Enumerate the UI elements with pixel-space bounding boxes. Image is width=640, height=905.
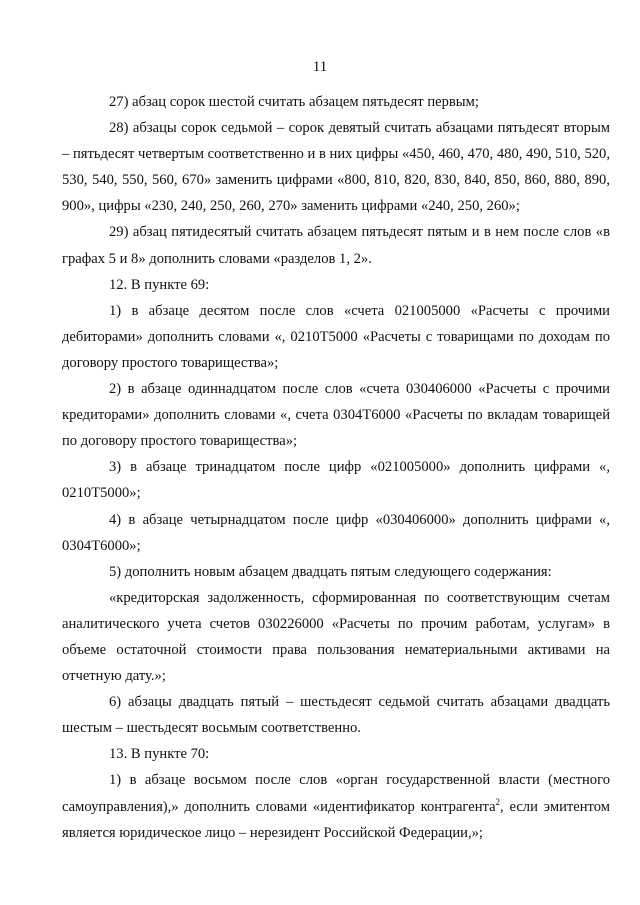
- paragraph-12-1: 1) в абзаце десятом после слов «счета 021005000 «Расчеты с прочими дебиторами» дополнить словами «, 0210Т5000 «Расчеты с товарищами по доходам по договору простого товарищества»;: [62, 302, 610, 371]
- section-heading-13: 13. В пункте 70:: [109, 746, 210, 763]
- footnote-reference: 2: [495, 796, 501, 807]
- paragraph-item-28: 28) абзацы сорок седьмой – сорок девятый считать абзацами пятьдесят вторым – пятьдесят четвертым соответственно и в них цифры «450, 460, 470, 480, 490, 510, 520, 530, 540, 550, 560, 670» заменить цифрами «800, 810, 820, 830, 840, 850, 860, 880, 890, 900», цифры «230, 240, 250, 260, 270» заменить цифрами «240, 250, 260»;: [62, 120, 610, 215]
- paragraph-13-1: [62, 767, 610, 845]
- paragraph-12-2: 2) в абзаце одиннадцатом после слов «счета 030406000 «Расчеты с прочими кредиторами» дополнить словами «, счета 0304Т6000 «Расчеты по вкладам товарищей по договору простого товарищества»;: [62, 381, 610, 450]
- paragraph-12-3: 3) в абзаце тринадцатом после цифр «021005000» дополнить цифрами «, 0210Т5000»;: [62, 459, 610, 502]
- section-heading-12: 12. В пункте 69:: [109, 276, 210, 293]
- paragraph-item-27: 27) абзац сорок шестой считать абзацем пятьдесят первым;: [109, 94, 479, 110]
- quoted-new-paragraph: «кредиторская задолженность, сформированная по соответствующим счетам аналитического учета счетов 030226000 «Расчеты по прочим работам, услугам» в объеме остаточной стоимости права пользования нематериальными активами на отчетную дату.»;: [62, 589, 610, 685]
- paragraph-13-1-text-start: 1) в абзаце восьмом после слов «орган государственной власти (местного самоуправления),» дополнить словами «идентификатор контрагента: [62, 772, 610, 815]
- document-body: [62, 89, 610, 846]
- paragraph-item-29: 29) абзац пятидесятый считать абзацем пятьдесят пятым и в нем после слов «в графах 5 и 8» дополнить словами «разделов 1, 2».: [62, 224, 610, 267]
- paragraph-12-5: 5) дополнить новым абзацем двадцать пятым следующего содержания:: [109, 563, 552, 580]
- paragraph-13-1-text-end: , если эмитентом является юридическое лицо – нерезидент Российской Федерации,»;: [62, 798, 610, 841]
- paragraph-12-6: 6) абзацы двадцать пятый – шестьдесят седьмой считать абзацами двадцать шестым – шестьдесят восьмым соответственно.: [62, 694, 610, 737]
- paragraph-12-4: 4) в абзаце четырнадцатом после цифр «030406000» дополнить цифрами «, 0304Т6000»;: [62, 511, 610, 554]
- page-number: 11: [312, 59, 328, 75]
